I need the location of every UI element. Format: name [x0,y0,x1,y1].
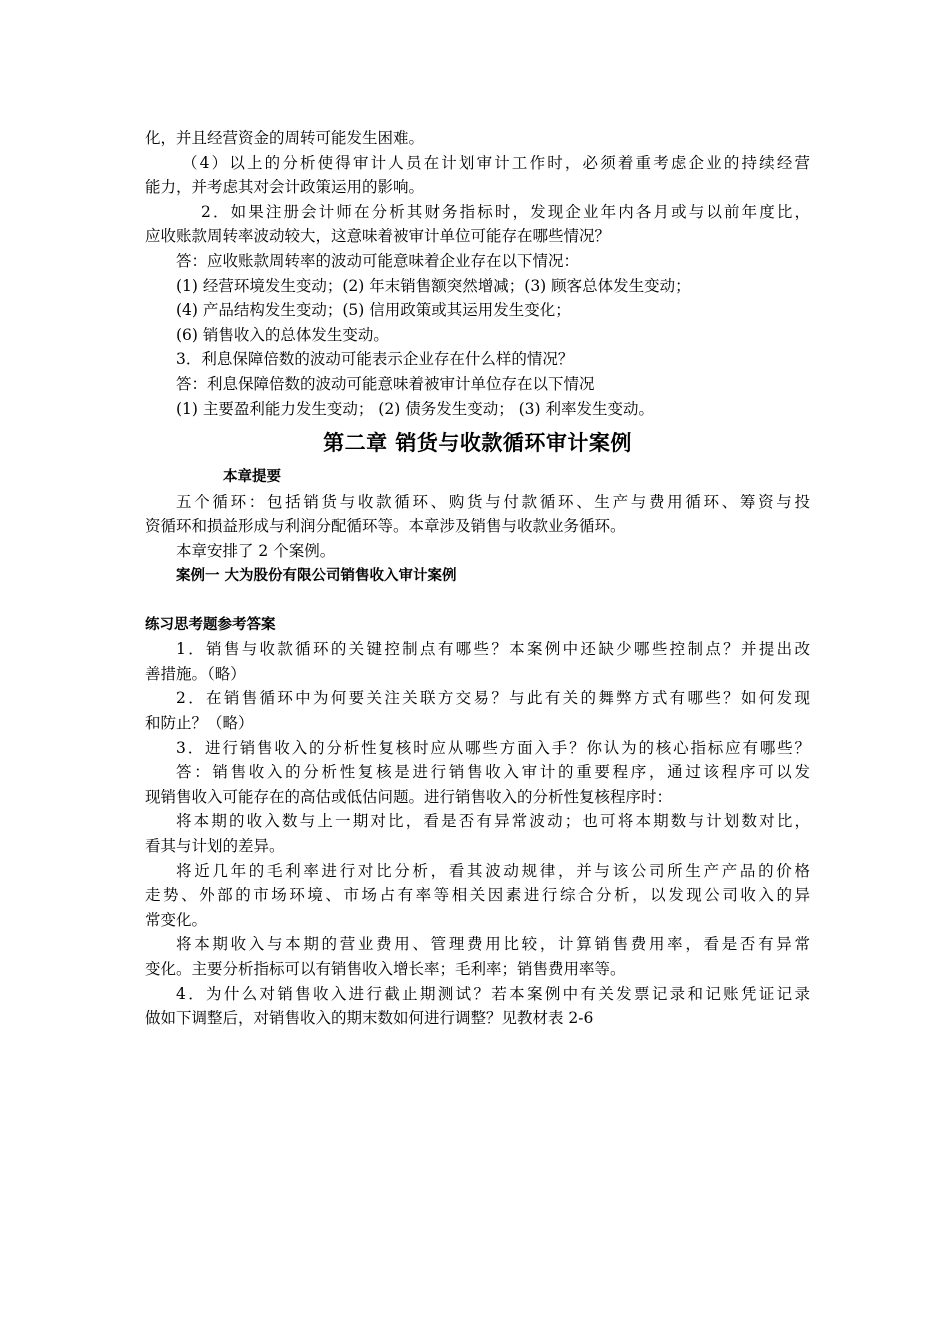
case-heading: 案例一 大为股份有限公司销售收入审计案例 [176,567,457,584]
text-line: 常变化。 [145,910,208,929]
text-line: 答：销售收入的分析性复核是进行销售收入审计的重要程序，通过该程序可以发 [176,763,810,782]
text-line: 3．进行销售收入的分析性复核时应从哪些方面入手？你认为的核心指标应有哪些？ [176,738,810,757]
text-line: 答：应收账款周转率的波动可能意味着企业存在以下情况： [176,251,580,270]
text-line: 资循环和损益形成与利润分配循环等。本章涉及销售与收款业务循环。 [145,517,626,536]
chapter-title: 第二章 销货与收款循环审计案例 [323,431,632,456]
text-line: 和防止？（略） [145,714,254,733]
answer-section-chapter1 [145,126,810,421]
blank-line [145,588,810,613]
section-heading: 本章提要 [223,469,281,486]
text-line: 走势、外部的市场环境、市场占有率等相关因素进行综合分析，以发现公司收入的异 [145,886,810,905]
text-line: 将本期的收入数与上一期对比，看是否有异常波动；也可将本期数与计划数对比， [176,812,810,831]
document-page [145,126,810,1031]
text-line: (6) 销售收入的总体发生变动。 [176,325,389,344]
text-line: 答：利息保障倍数的波动可能意味着被审计单位存在以下情况 [176,374,595,393]
text-line: 2．如果注册会计师在分析其财务指标时，发现企业年内各月或与以前年度比， [201,202,810,221]
text-line: 化，并且经营资金的周转可能发生困难。 [145,129,425,147]
text-line: 2．在销售循环中为何要关注关联方交易？与此有关的舞弊方式有哪些？如何发现 [176,689,810,708]
text-line: 将近几年的毛利率进行对比分析，看其波动规律，并与该公司所生产产品的价格 [176,861,810,880]
text-line: (1) 经营环境发生变动；(2) 年末销售额突然增减；(3) 顾客总体发生变动； [176,276,691,295]
text-line: 应收账款周转率波动较大，这意味着被审计单位可能存在哪些情况？ [145,227,611,246]
exercise-heading: 练习思考题参考答案 [145,616,276,633]
text-line: 善措施。（略） [145,664,246,683]
chapter-summary [145,490,810,564]
exercise-answers [145,637,810,1031]
text-line: 五个循环：包括销货与收款循环、购货与付款循环、生产与费用循环、筹资与投 [176,492,810,511]
text-line: 能力，并考虑其对会计政策运用的影响。 [145,178,425,197]
text-line: 将本期收入与本期的营业费用、管理费用比较，计算销售费用率，看是否有异常 [176,935,810,954]
text-line: 看其与计划的差异。 [145,837,285,856]
text-line: (1) 主要盈利能力发生变动； (2) 债务发生变动； (3) 利率发生变动。 [176,399,655,418]
text-line: 做如下调整后，对销售收入的期末数如何进行调整？见教材表 2-6 [145,1009,594,1028]
text-line: 3．利息保障倍数的波动可能表示企业存在什么样的情况？ [176,350,574,369]
text-line: 变化。主要分析指标可以有销售收入增长率；毛利率；销售费用率等。 [145,960,626,978]
text-line: 现销售收入可能存在的高估或低估问题。进行销售收入的分析性复核程序时： [145,787,673,806]
text-line: 1．销售与收款循环的关键控制点有哪些？本案例中还缺少哪些控制点？并提出改 [176,640,810,659]
text-line: 本章安排了 2 个案例。 [176,541,336,560]
text-line: （4）以上的分析使得审计人员在计划审计工作时，必须着重考虑企业的持续经营 [182,153,810,172]
text-line: (4) 产品结构发生变动；(5) 信用政策或其运用发生变化； [176,301,571,320]
text-line: 4．为什么对销售收入进行截止期测试？若本案例中有关发票记录和记账凭证记录 [176,984,810,1003]
